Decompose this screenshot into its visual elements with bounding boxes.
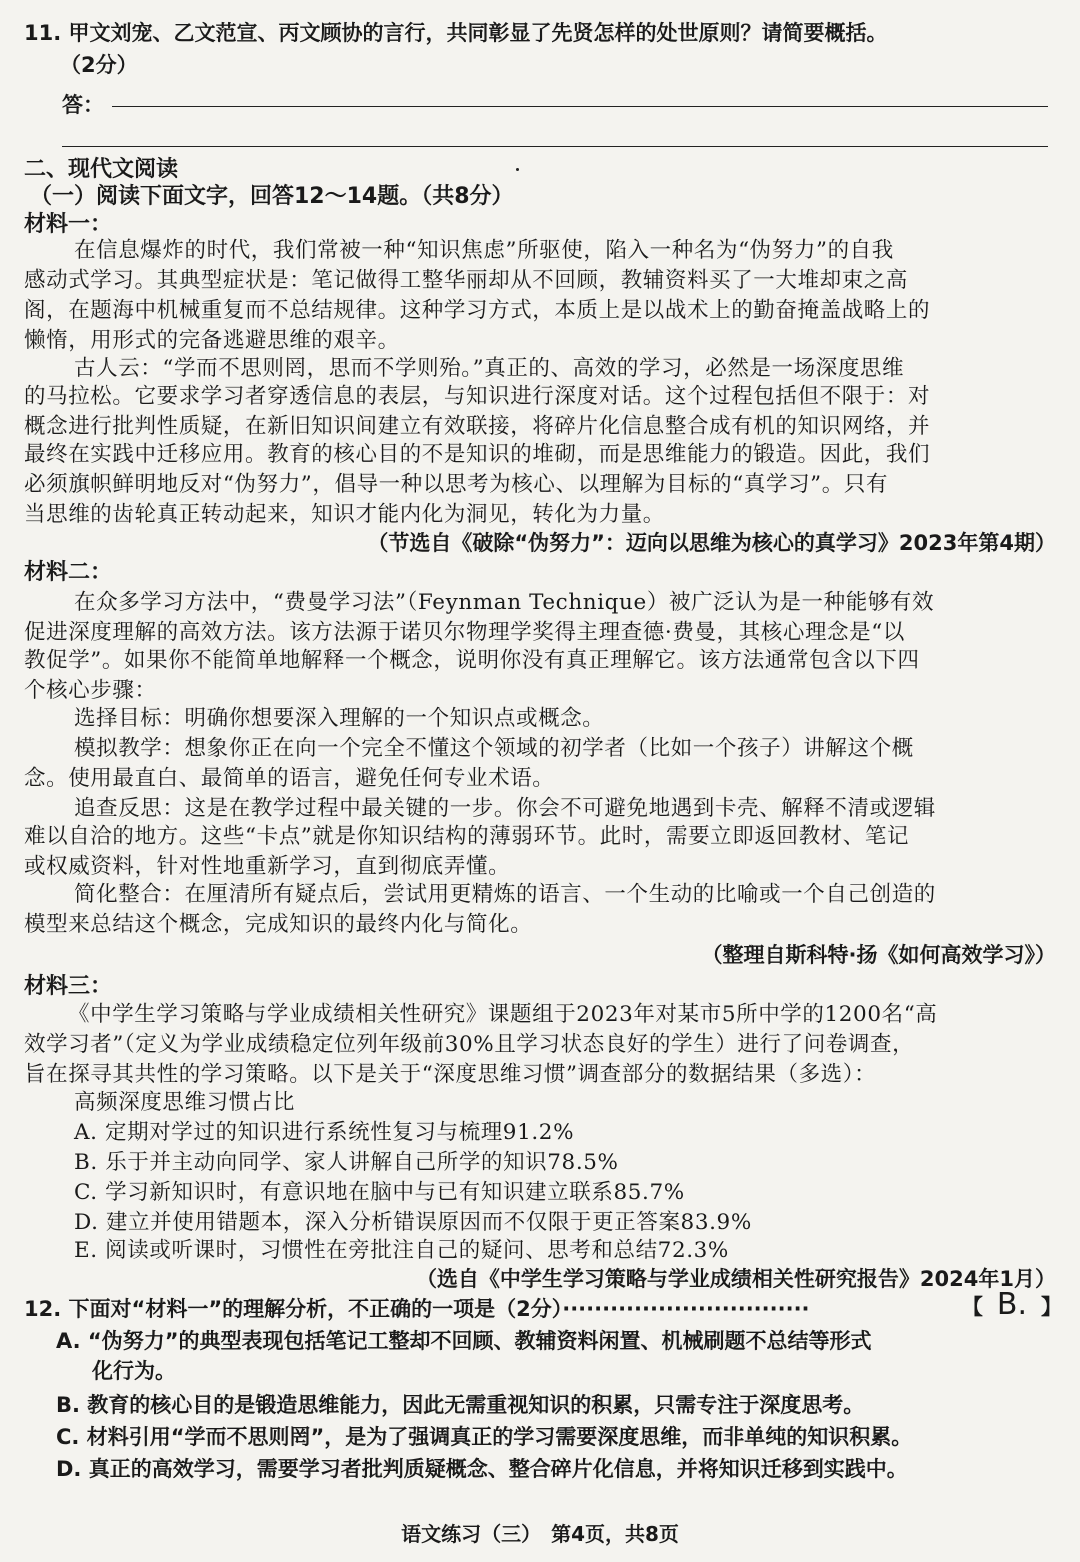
speck	[516, 168, 519, 171]
material3-source: （选自《中学生学习策略与学业成绩相关性研究报告》2024年1月）	[415, 1267, 1056, 1291]
material2-line: 教促学”。如果你不能简单地解释一个概念，说明你没有真正理解它。该方法通常包含以下四	[24, 648, 920, 673]
material1-line: 懒惰，用形式的完备逃避思维的艰辛。	[24, 328, 400, 353]
material1-line: 在信息爆炸的时代，我们常被一种“知识焦虑”所驱使，陷入一种名为“伪努力”的自我	[74, 238, 894, 263]
material3-line: 旨在探寻其共性的学习策略。以下是关于“深度思维习惯”调查部分的数据结果（多选）：	[24, 1062, 877, 1087]
material2-line: 或权威资料，针对性地重新学习，直到彻底弄懂。	[24, 854, 511, 879]
q12-option-c: C. 材料引用“学而不思则罔”，是为了强调真正的学习需要深度思维，而非单纯的知识积累。	[56, 1425, 913, 1449]
material3-item: B. 乐于并主动向同学、家人讲解自己所学的知识78.5%	[74, 1150, 619, 1175]
material1-line: 必须旗帜鲜明地反对“伪努力”，倡导一种以思考为核心、以理解为目标的“真学习”。只有	[24, 472, 889, 497]
q12-stem: 12. 下面对“材料一”的理解分析，不正确的一项是（2分）·······························	[24, 1297, 810, 1321]
material3-item: A. 定期对学过的知识进行系统性复习与梳理91.2%	[74, 1120, 575, 1145]
q12-option-a: A. “伪努力”的典型表现包括笔记工整却不回顾、教辅资料闲置、机械刷题不总结等形式	[56, 1329, 872, 1353]
material3-line: 效学习者”（定义为学业成绩稳定位列年级前30%且学习状态良好的学生）进行了问卷调查，	[24, 1032, 915, 1057]
bracket-close: 】	[1041, 1295, 1062, 1319]
material2-step: 选择目标：明确你想要深入理解的一个知识点或概念。	[74, 706, 605, 731]
section-heading: 二、现代文阅读	[24, 157, 179, 182]
q11-text: 11. 甲文刘宠、乙文范宣、丙文顾协的言行，共同彰显了先贤怎样的处世原则？请简要概括。	[24, 21, 888, 45]
material1-line: 概念进行批判性质疑，在新旧知识间建立有效联接，将碎片化信息整合成有机的知识网络，并	[24, 414, 931, 439]
material3-label: 材料三：	[24, 974, 113, 999]
q12-option-b: B. 教育的核心目的是锻造思维能力，因此无需重视知识的积累，只需专注于深度思考。	[56, 1393, 865, 1417]
material2-step: 简化整合：在厘清所有疑点后，尝试用更精炼的语言、一个生动的比喻或一个自己创造的	[74, 882, 936, 907]
q11-score: （2分）	[60, 53, 138, 77]
answer-line-2	[62, 146, 1048, 147]
q11-answer-label: 答：	[62, 93, 104, 117]
q12-answer-box	[961, 1287, 1062, 1322]
material2-line: 念。使用最直白、最简单的语言，避免任何专业术语。	[24, 766, 555, 791]
material1-label: 材料一：	[24, 212, 113, 237]
material1-line: 阁，在题海中机械重复而不总结规律。这种学习方式，本质上是以战术上的勤奋掩盖战略上的	[24, 298, 931, 323]
material2-step: 模拟教学：想象你正在向一个完全不懂这个领域的初学者（比如一个孩子）讲解这个概	[74, 736, 914, 761]
material2-line: 在众多学习方法中，“费曼学习法”（Feynman Technique）被广泛认为是一种能够有效	[74, 590, 935, 615]
material2-source: （整理自斯科特·扬《如何高效学习》）	[701, 943, 1056, 967]
material1-line: 当思维的齿轮真正转动起来，知识才能内化为洞见，转化为力量。	[24, 502, 665, 527]
section-subheading: （一）阅读下面文字，回答12～14题。（共8分）	[30, 184, 514, 209]
material2-line: 模型来总结这个概念，完成知识的最终内化与简化。	[24, 912, 533, 937]
material3-table-title: 高频深度思维习惯占比	[74, 1090, 296, 1115]
material1-line: 感动式学习。其典型症状是：笔记做得工整华丽却从不回顾，教辅资料买了一大堆却束之高	[24, 268, 909, 293]
page-footer: 语文练习（三） 第4页，共8页	[401, 1522, 679, 1546]
answer-line-1	[112, 106, 1048, 107]
handwritten-answer: B.	[996, 1287, 1027, 1322]
material2-line: 促进深度理解的高效方法。该方法源于诺贝尔物理学奖得主理查德·费曼，其核心理念是“以	[24, 620, 905, 645]
q12-option-d: D. 真正的高效学习，需要学习者批判质疑概念、整合碎片化信息，并将知识迁移到实践中。	[56, 1457, 908, 1481]
material2-line: 个核心步骤：	[24, 678, 157, 703]
material3-line: 《中学生学习策略与学业成绩相关性研究》课题组于2023年对某市5所中学的1200名“高	[68, 1002, 938, 1027]
material1-line: 的马拉松。它要求学习者穿透信息的表层，与知识进行深度对话。这个过程包括但不限于：对	[24, 384, 931, 409]
q12-stem-row	[24, 1294, 1064, 1324]
material2-line: 难以自洽的地方。这些“卡点”就是你知识结构的薄弱环节。此时，需要立即返回教材、笔记	[24, 824, 910, 849]
material1-line: 古人云：“学而不思则罔，思而不学则殆。”真正的、高效的学习，必然是一场深度思维	[74, 356, 905, 381]
material1-line: 最终在实践中迁移应用。教育的核心目的不是知识的堆砌，而是思维能力的锻造。因此，我们	[24, 442, 931, 467]
material3-item: D. 建立并使用错题本，深入分析错误原因而不仅限于更正答案83.9%	[74, 1210, 752, 1235]
material2-step: 追查反思：这是在教学过程中最关键的一步。你会不可避免地遇到卡壳、解释不清或逻辑	[74, 796, 936, 821]
material2-label: 材料二：	[24, 560, 113, 585]
material1-source: （节选自《破除“伪努力”：迈向以思维为核心的真学习》2023年第4期）	[367, 531, 1056, 555]
material3-item: C. 学习新知识时，有意识地在脑中与已有知识建立联系85.7%	[74, 1180, 685, 1205]
bracket-open: 【	[961, 1295, 983, 1319]
material3-item: E. 阅读或听课时，习惯性在旁批注自己的疑问、思考和总结72.3%	[74, 1238, 729, 1263]
q12-option-a-cont: 化行为。	[92, 1359, 176, 1383]
